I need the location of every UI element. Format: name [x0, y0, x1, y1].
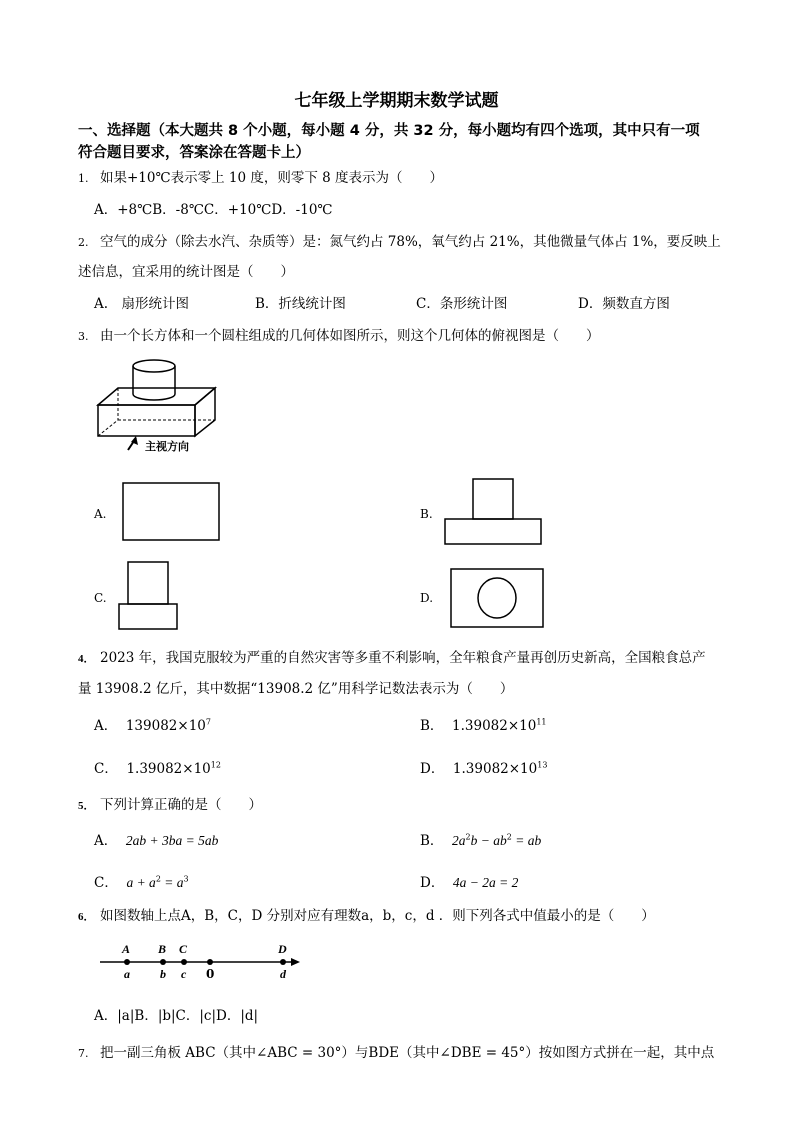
value-label-d: d — [280, 967, 286, 981]
option-d-label: D. — [420, 591, 434, 605]
option-c-label: C. — [94, 591, 107, 605]
section-heading-line2: 符合题目要求，答案涂在答题卡上） — [78, 145, 310, 161]
value-label-zero: 0 — [206, 967, 215, 981]
option-d: D．频数直方图 — [578, 296, 670, 312]
page-title: 七年级上学期期末数学试题 — [294, 91, 499, 111]
question-2 — [78, 230, 721, 250]
question-number: 1. — [78, 172, 89, 185]
question-7 — [78, 1041, 714, 1061]
option-b-label: B. — [420, 507, 433, 521]
option-d: D． $1.39082\times 10^{13}$ — [420, 760, 548, 777]
question-6 — [78, 904, 655, 924]
point-label-d: D — [278, 942, 287, 956]
question-5 — [78, 793, 262, 813]
option-c-figure — [118, 561, 180, 631]
question-text: 空气的成分（除去水汽、杂质等）是：氮气约占 78%，氧气约占 21%，其他微量气体占 1%，要反映上 — [100, 234, 721, 250]
question-text: 如图数轴上点A，B，C，D 分别对应有理数a，b，c，d ．则下列各式中值最小的是（ ） — [100, 908, 655, 924]
question-number: 5． — [78, 800, 95, 812]
question-number: 4． — [78, 653, 95, 665]
question-3 — [78, 324, 600, 344]
option-d-figure — [450, 568, 546, 630]
option-d: D． 4a − 2a = 2 — [420, 875, 519, 891]
question-text: 由一个长方体和一个圆柱组成的几何体如图所示，则这个几何体的俯视图是（ ） — [100, 328, 600, 344]
question-text: 下列计算正确的是（ ） — [100, 797, 262, 813]
question-number: 7. — [78, 1047, 89, 1060]
question-1 — [78, 166, 443, 186]
question-2-line2: 述信息，宜采用的统计图是（ ） — [78, 264, 294, 280]
option-a: A. 扇形统计图 — [94, 296, 190, 312]
value-label-c: c — [181, 967, 187, 981]
question-number: 6． — [78, 911, 95, 923]
view-direction-label: 主视方向 — [145, 440, 189, 453]
question-6-options: A．|a|B．|b|C．|c|D．|d| — [94, 1008, 259, 1024]
option-b: B． $2a^2b - ab^2$ = ab — [420, 832, 542, 849]
question-text: 把一副三角板 ABC（其中∠ABC = 30°）与BDE（其中∠DBE = 45°）按如图方式拼在一起，其中点 — [100, 1045, 715, 1061]
option-a-label: A. — [94, 507, 107, 521]
point-label-c: C — [179, 942, 188, 956]
question-text: 2023 年，我国克服较为严重的自然灾害等多重不利影响，全年粮食产量再创历史新高，全国粮食总产 — [100, 650, 706, 666]
value-label-a: a — [124, 967, 130, 981]
option-c: C．条形统计图 — [416, 296, 508, 312]
question-4 — [78, 646, 706, 666]
question-number: 3. — [78, 330, 89, 343]
option-b: B． $1.39082\times 10^{11}$ — [420, 717, 547, 734]
question-4-line2: 量 13908.2 亿斤，其中数据“13908.2 亿”用科学记数法表示为（ ） — [78, 681, 514, 697]
section-heading-line1: 一、选择题（本大题共 8 个小题，每小题 4 分，共 32 分，每小题均有四个选项，其中只有一项 — [78, 123, 700, 139]
question-number: 2. — [78, 236, 89, 249]
value-label-b: b — [160, 967, 166, 981]
point-label-b: B — [158, 942, 167, 956]
option-c: C． $1.39082\times 10^{12}$ — [94, 760, 221, 777]
option-b: B．折线统计图 — [255, 296, 346, 312]
question-1-options: A．+8℃B．-8℃C．+10℃D．-10℃ — [94, 202, 333, 218]
question-text: 如果+10℃表示零上 10 度，则零下 8 度表示为（ ） — [100, 170, 444, 186]
option-a-figure — [122, 482, 222, 542]
option-c: C． $a + a^2 = a^3$ — [94, 874, 189, 891]
option-a: A． 2ab + 3ba = 5ab — [94, 833, 219, 849]
option-a: A． $139082\times 10^7$ — [94, 717, 211, 734]
option-b-figure — [444, 478, 544, 548]
point-label-a: A — [122, 942, 131, 956]
